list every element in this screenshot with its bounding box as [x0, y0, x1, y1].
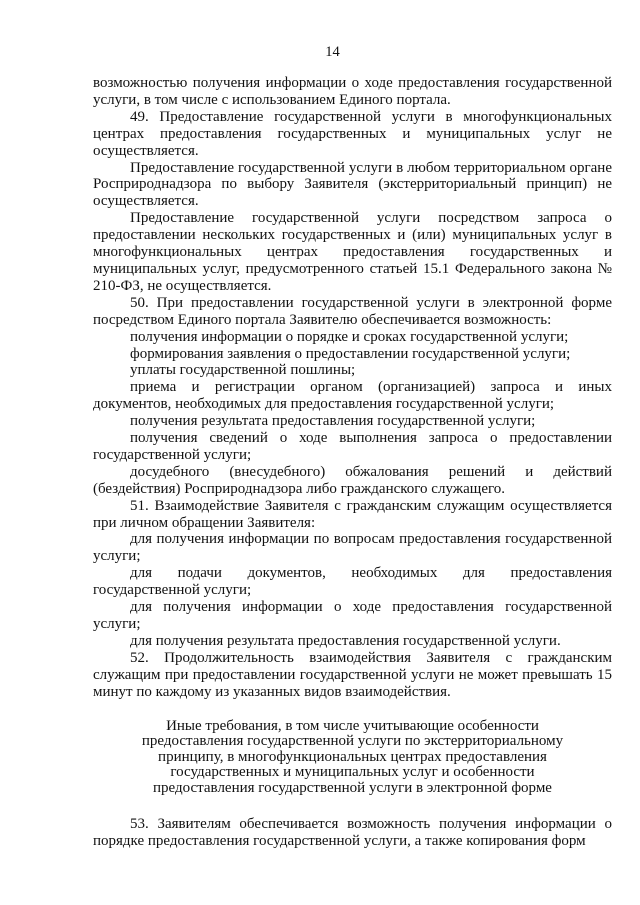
section-heading-line: государственных и муниципальных услуг и особенности: [170, 764, 535, 781]
section-heading-line: Иные требования, в том числе учитывающие особенности: [166, 717, 539, 734]
paragraph-51: 51. Взаимодействие Заявителя с гражданским служащим осуществляется при личном обращении Заявителя:: [93, 497, 612, 531]
list-item: для получения информации о ходе предоставления государственной услуги;: [93, 599, 612, 632]
section-heading-line: принципу, в многофункциональных центрах предоставления: [158, 748, 547, 765]
list-item: для подачи документов, необходимых для предоставления государственной услуги;: [93, 565, 612, 599]
list-item: получения сведений о ходе выполнения запроса о предоставлении государственной услуги;: [93, 430, 612, 463]
body-text-continued: [93, 816, 612, 850]
list-item: для получения результата предоставления государственной услуги.: [130, 632, 561, 649]
paragraph-53: 53. Заявителям обеспечивается возможность получения информации о порядке предоставления государственной услуги, а также копирования форм: [93, 816, 612, 849]
paragraph: Предоставление государственной услуги посредством запроса о предоставлении нескольких государственных и (или) муниципальных услуг в многофункциональных центрах предоставления государственных и муниципальных услуг, предусмотренного статьей 15.1 Федерального закона № 210-ФЗ, не осуществляется.: [93, 210, 612, 294]
section-heading: [123, 719, 582, 797]
list-item: уплаты государственной пошлины;: [130, 362, 356, 379]
paragraph-52: 52. Продолжительность взаимодействия Заявителя с гражданским служащим при предоставлении государственной услуги не может превышать 15 минут по каждому из указанных видов взаимодействия.: [93, 649, 612, 700]
list-item: приема и регистрации органом (организацией) запроса и иных документов, необходимых для предоставления государственной услуги;: [93, 379, 612, 413]
body-text: [93, 75, 612, 701]
section-heading-line: предоставления государственной услуги в электронной форме: [153, 779, 552, 796]
section-heading-line: предоставления государственной услуги по экстерриториальному: [141, 733, 564, 750]
list-item: досудебного (внесудебного) обжалования решений и действий (бездействия) Росприроднадзора либо гражданского служащего.: [93, 463, 612, 497]
list-item: для получения информации по вопросам предоставления государственной услуги;: [93, 531, 612, 565]
paragraph: Предоставление государственной услуги в любом территориальном органе Росприроднадзора по выбору Заявителя (экстерриториальный принцип) не осуществляется.: [93, 159, 612, 210]
paragraph: возможностью получения информации о ходе предоставления государственной услуги, в том числе с использованием Единого портала.: [93, 75, 612, 108]
paragraph-49: 49. Предоставление государственной услуги в многофункциональных центрах предоставления государственных и муниципальных услуг не осуществляется.: [93, 108, 612, 159]
page-number: 14: [325, 44, 340, 60]
paragraph-50: 50. При предоставлении государственной услуги в электронной форме посредством Единого портала Заявителю обеспечивается возможность:: [93, 294, 612, 328]
list-item: получения информации о порядке и сроках государственной услуги;: [130, 328, 569, 345]
list-item: получения результата предоставления государственной услуги;: [130, 413, 536, 430]
list-item: формирования заявления о предоставлении государственной услуги;: [130, 345, 571, 362]
